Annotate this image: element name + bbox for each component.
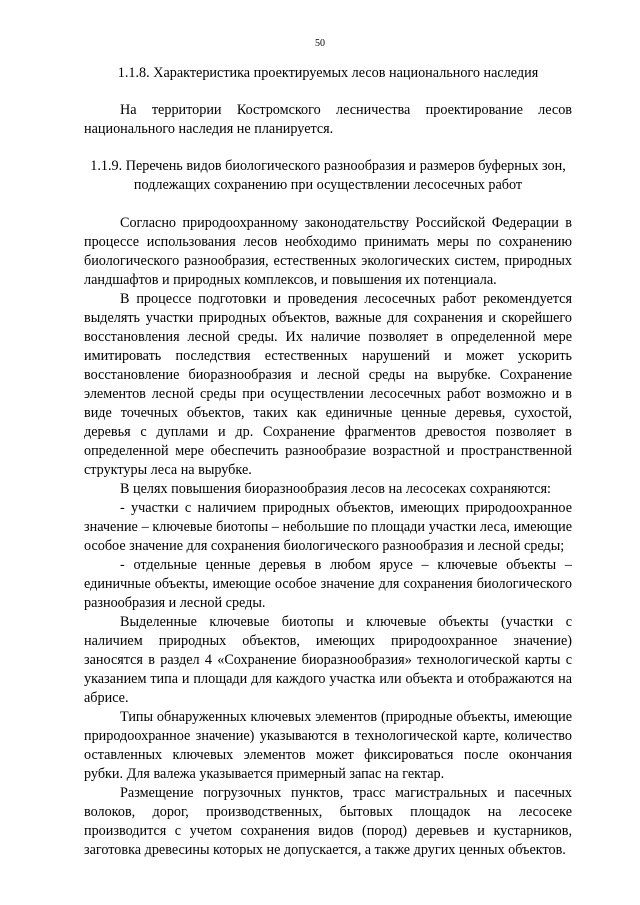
- paragraph: Типы обнаруженных ключевых элементов (природные объекты, имеющие природоохранное значение) указываются в технологической карте, количество оставленных ключевых элементов может фиксироваться после окончания рубки. Для валежа указывается примерный запас на гектар.: [84, 709, 572, 782]
- page-number: 50: [315, 38, 325, 49]
- section-heading-1-1-8: 1.1.8. Характеристика проектируемых лесов национального наследия: [117, 65, 539, 81]
- paragraph: В целях повышения биоразнообразия лесов на лесосеках сохраняются:: [120, 481, 551, 497]
- paragraph: Выделенные ключевые биотопы и ключевые объекты (участки с наличием природных объектов, имеющих природоохранное значение) заносятся в раздел 4 «Сохранение биоразнообразия» технологической карты с указанием типа и площади для каждого участка или объекта и отображаются на абрисе.: [84, 614, 572, 706]
- paragraph: Согласно природоохранному законодательству Российской Федерации в процессе использования лесов необходимо принимать меры по сохранению биологического разнообразия, естественных экологических систем, природных ландшафтов и природных комплексов, и повышения их потенциала.: [84, 215, 572, 288]
- paragraph: Размещение погрузочных пунктов, трасс магистральных и пасечных волоков, дорог, производственных, бытовых площадок на лесосеке производится с учетом сохранения видов (пород) деревьев и кустарников, заготовка древесины которых не допускается, а также других ценных объектов.: [84, 785, 572, 858]
- paragraph: На территории Костромского лесничества проектирование лесов национального наследия не планируется.: [84, 102, 572, 137]
- section-heading-1-1-9: 1.1.9. Перечень видов биологического разнообразия и размеров буферных зон, подлежащих сохранению при осуществлении лесосечных работ: [90, 158, 566, 193]
- paragraph: В процессе подготовки и проведения лесосечных работ рекомендуется выделять участки природных объектов, важные для сохранения и скорейшего восстановления лесной среды. Их наличие позволяет в определенной мере имитировать последствия естественных нарушений и может ускорить восстановление биоразнообразия и лесной среды на вырубке. Сохранение элементов лесной среды при осуществлении лесосечных работ возможно и в виде точечных объектов, таких как единичные ценные деревья, сухостой, деревья с дуплами и др. Сохранение фрагментов древостоя позволяет в определенной мере обеспечить разнообразие возрастной и пространственной структуры леса на вырубке.: [84, 291, 572, 478]
- page-content: [84, 64, 572, 860]
- list-item: - участки с наличием природных объектов, имеющих природоохранное значение – ключевые биотопы – небольшие по площади участки леса, имеющие особое значение для сохранения биологического разнообразия и лесной среды;: [84, 500, 572, 554]
- list-item: - отдельные ценные деревья в любом ярусе – ключевые объекты – единичные объекты, имеющие особое значение для сохранения биологического разнообразия и лесной среды.: [84, 557, 572, 611]
